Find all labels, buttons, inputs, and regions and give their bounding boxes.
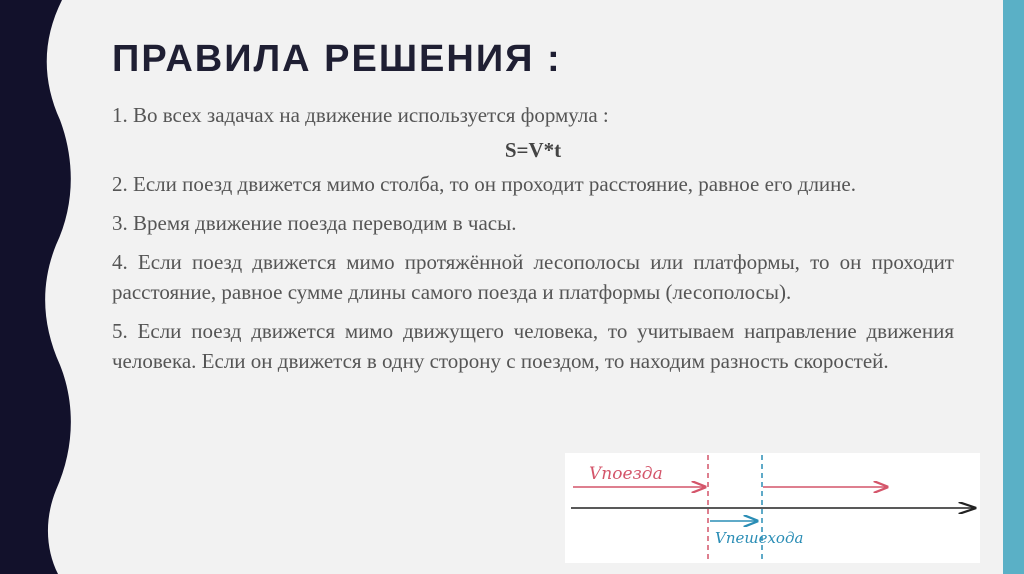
train-speed-label: Vпоезда [589, 464, 663, 484]
formula: S=V*t [504, 138, 562, 162]
rule-4: 4. Если поезд движется мимо протяжённой лесополосы или платформы, то он проходит расстояние, равное сумме длины самого поезда и платформы (лесополосы). [112, 250, 954, 304]
speed-diagram [565, 453, 980, 563]
rule-5: 5. Если поезд движется мимо движущего человека, то учитываем направление движения человека. Если он движется в одну сторону с поездом, то находим разность скоростей. [112, 319, 954, 373]
rule-2: 2. Если поезд движется мимо столба, то он проходит расстояние, равное его длине. [112, 172, 856, 196]
slide-title: ПРАВИЛА РЕШЕНИЯ : [112, 38, 562, 80]
left-decorative-panel [0, 0, 80, 574]
right-accent-strip [1003, 0, 1024, 574]
pedestrian-speed-label: Vпешехода [715, 529, 804, 547]
rules-list [112, 100, 954, 385]
rule-3: 3. Время движение поезда переводим в часы. [112, 211, 517, 235]
rule-1: 1. Во всех задачах на движение используется формула : [112, 103, 609, 127]
